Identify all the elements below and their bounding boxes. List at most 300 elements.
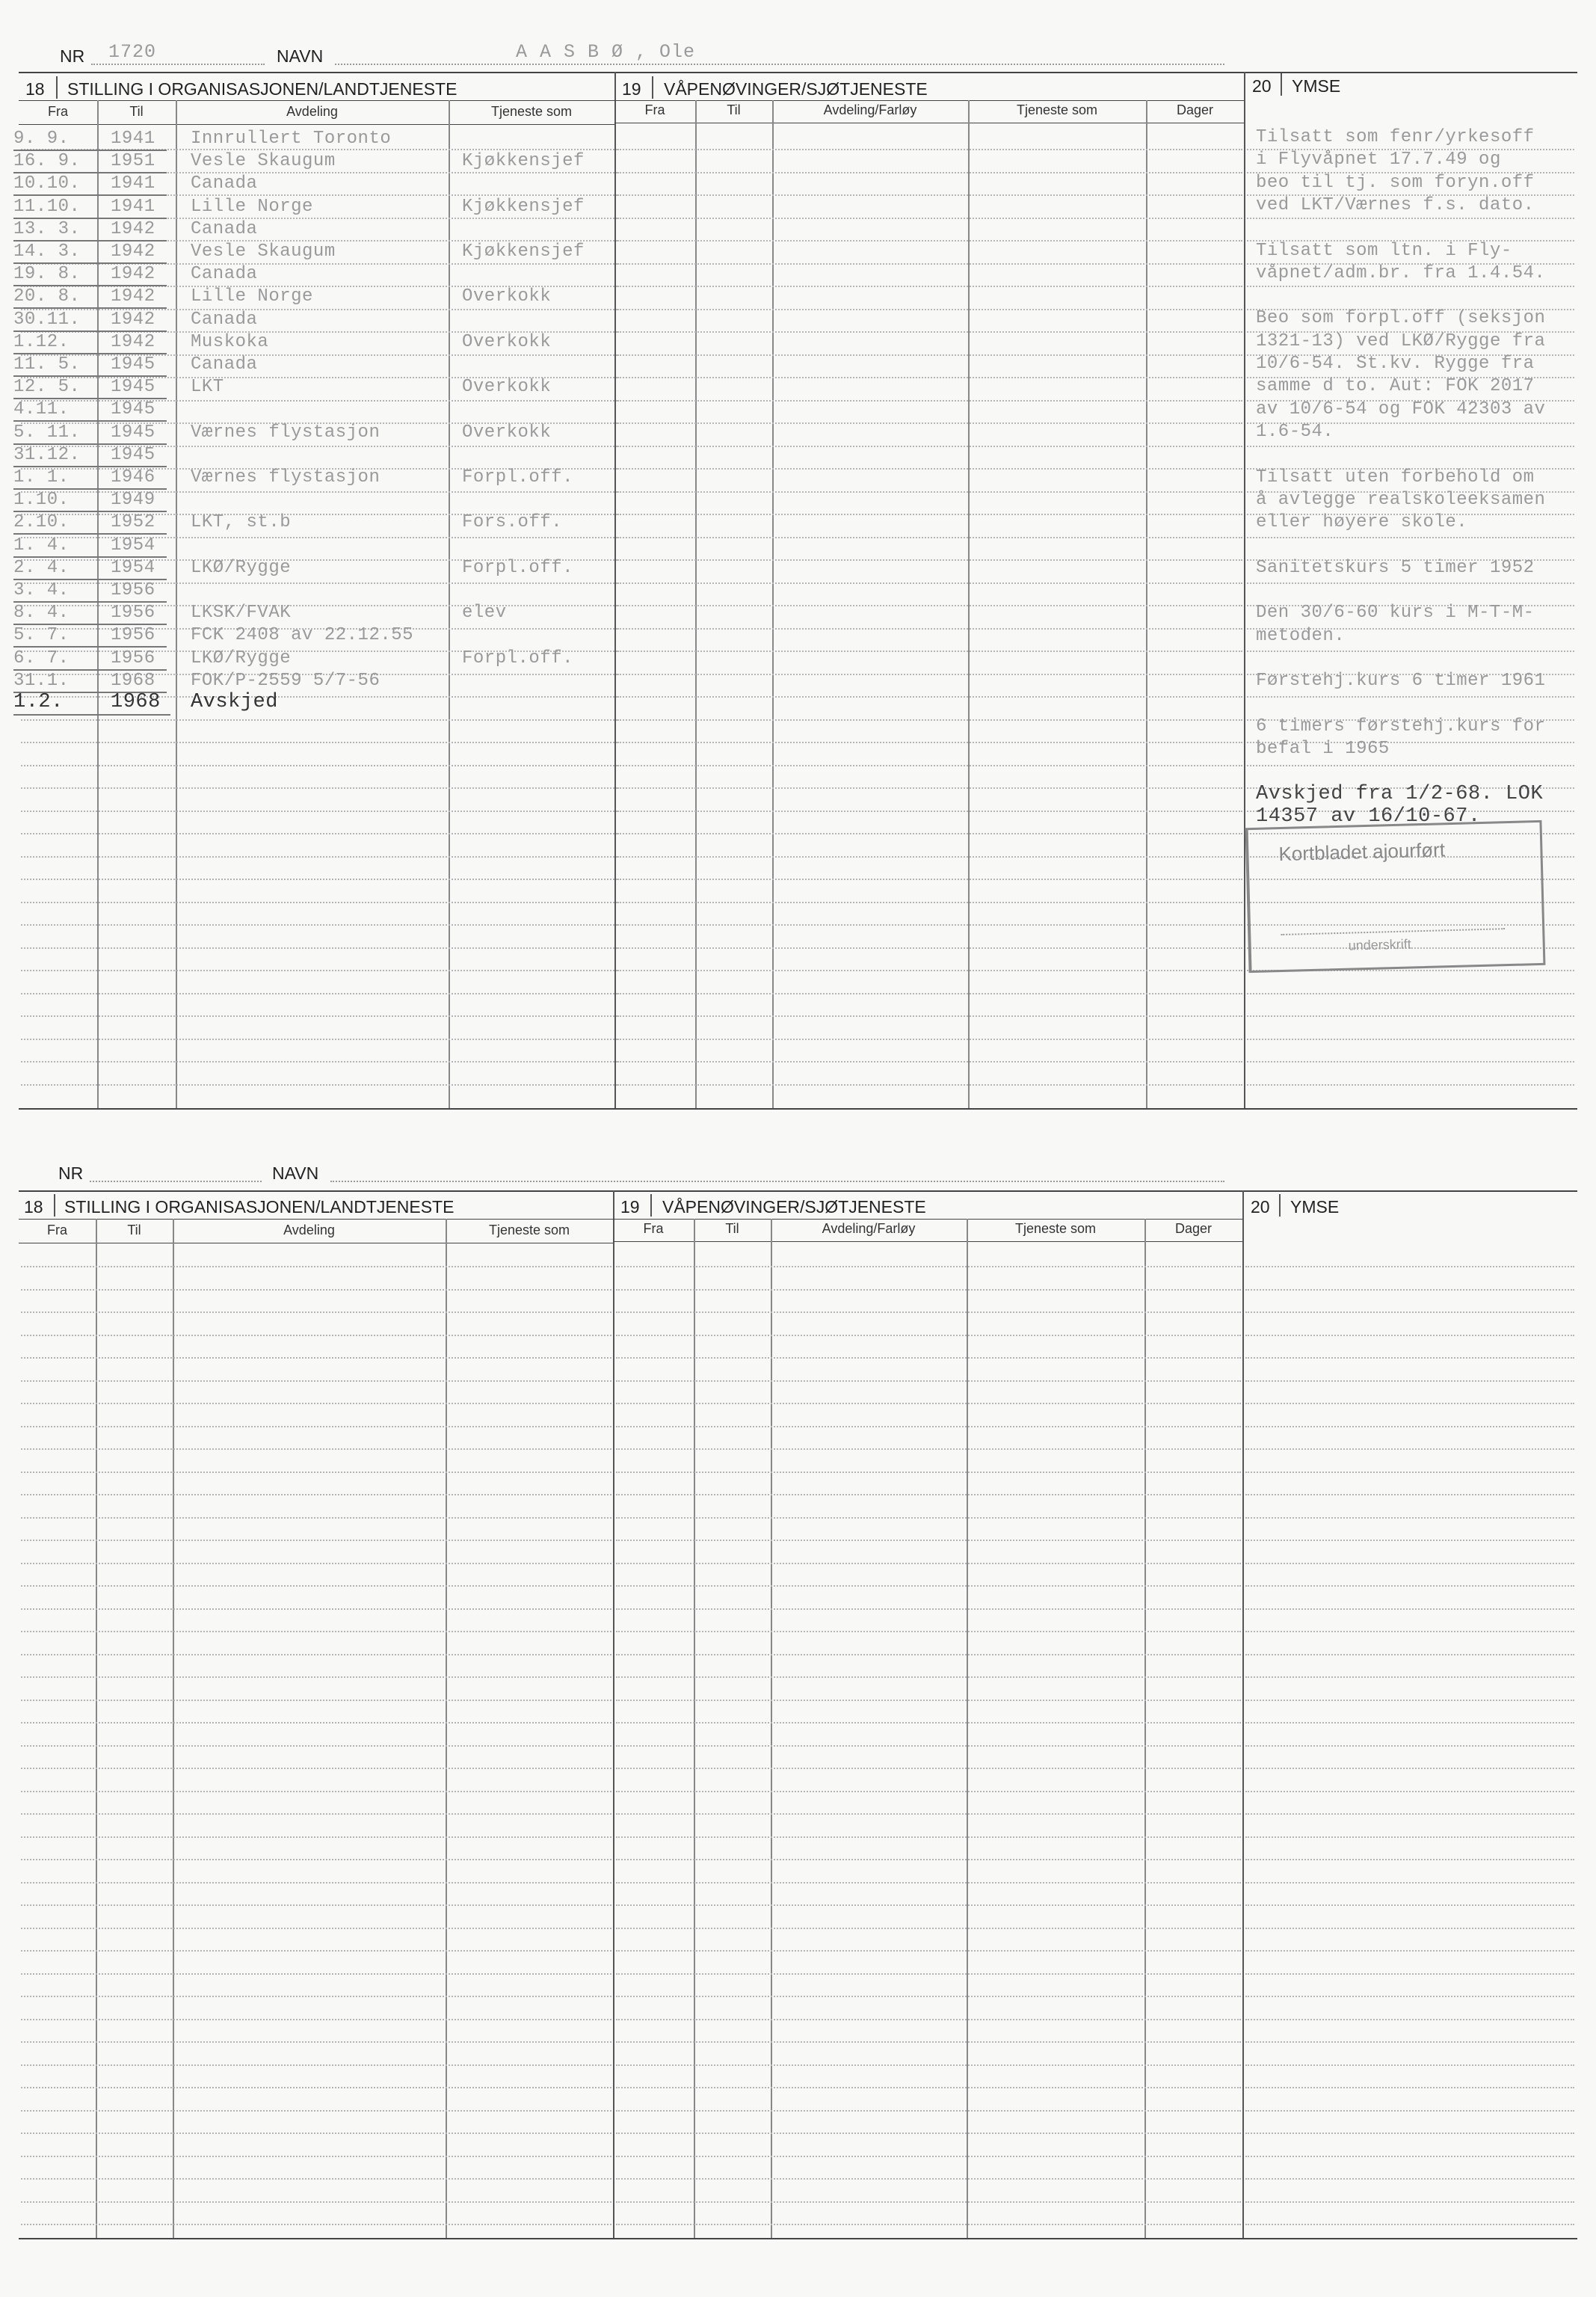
row-line <box>617 309 1242 310</box>
entry-avdeling: Værnes flystasjon <box>191 467 380 488</box>
row-line <box>1245 1904 1574 1906</box>
bottom-rule <box>19 2238 1577 2239</box>
ymse-line: Sanitetskurs 5 timer 1952 <box>1256 557 1535 578</box>
row-line <box>1245 1676 1574 1678</box>
row-line <box>1247 537 1574 538</box>
row-line <box>616 1472 1241 1473</box>
col-tjeneste-19: Tjeneste som <box>1016 102 1098 117</box>
entry-til: 1968 <box>111 670 155 691</box>
row-line <box>1245 2041 1574 2043</box>
row-line <box>616 1448 1241 1450</box>
row-line <box>21 811 617 812</box>
section-18-title: STILLING I ORGANISASJONEN/LANDTJENESTE <box>64 1197 455 1217</box>
col-sep-19-b <box>772 100 774 1108</box>
row-line <box>21 1585 611 1587</box>
row-line <box>21 1928 611 1929</box>
row-line <box>617 263 1242 265</box>
nr-label: NR <box>58 1163 84 1183</box>
row-line <box>616 1380 1241 1382</box>
col-fra-19: Fra <box>643 1221 664 1236</box>
row-line <box>21 1472 611 1473</box>
row-line <box>616 1813 1241 1815</box>
row-line <box>617 787 1242 789</box>
entry-fra: 14. 3. <box>13 242 81 262</box>
row-line <box>1247 1061 1574 1063</box>
ymse-line: metoden. <box>1256 625 1346 646</box>
row-line <box>21 2201 611 2203</box>
entry-fra: 1.2. <box>13 691 64 713</box>
row-line <box>21 1039 617 1040</box>
row-line <box>617 218 1242 219</box>
entry-til: 1949 <box>111 490 155 511</box>
row-line <box>617 400 1242 402</box>
entry-fra: 11. 5. <box>13 354 81 375</box>
navn-label: NAVN <box>277 46 324 66</box>
row-line <box>617 879 1242 880</box>
row-line <box>616 2133 1241 2134</box>
entry-tjeneste: Forpl.off. <box>462 648 574 668</box>
record-card-2 <box>0 1140 1596 2284</box>
row-line <box>616 1357 1241 1359</box>
row-line <box>1245 1836 1574 1838</box>
section-20-box <box>1279 1194 1281 1217</box>
row-line <box>21 1722 611 1723</box>
row-line <box>21 1973 611 1975</box>
row-line <box>617 194 1242 196</box>
entry-til: 1954 <box>111 557 155 578</box>
ymse-line: Førstehj.kurs 6 timer 1961 <box>1256 671 1546 692</box>
col-sep-19-a <box>694 1219 695 2238</box>
row-line <box>1245 2087 1574 2088</box>
row-line <box>616 1654 1241 1655</box>
row-line <box>21 1061 617 1063</box>
row-line <box>617 422 1242 424</box>
entry-til: 1942 <box>111 309 155 330</box>
col-tjeneste-18: Tjeneste som <box>490 104 573 119</box>
row-line <box>617 742 1242 743</box>
entry-til: 1954 <box>111 535 155 556</box>
entry-til: 1946 <box>111 467 155 488</box>
row-line <box>616 1928 1241 1929</box>
row-line <box>21 1836 611 1838</box>
entry-avdeling: LKT, st.b <box>191 512 292 533</box>
row-line <box>616 1312 1241 1313</box>
row-line <box>21 902 617 903</box>
row-line <box>1247 765 1574 766</box>
row-line <box>21 1768 611 1769</box>
col-sep-19-c <box>967 1219 968 2238</box>
row-line <box>21 719 617 721</box>
row-line <box>616 2224 1241 2225</box>
row-line <box>21 1791 611 1792</box>
entry-til: 1945 <box>111 444 155 465</box>
row-line <box>1245 1517 1574 1519</box>
row-line <box>616 1882 1241 1884</box>
entry-fra: 5. 7. <box>13 625 70 646</box>
entry-tjeneste: Forpl.off. <box>462 557 574 578</box>
entry-avdeling: Canada <box>191 173 258 194</box>
col-avdeling-farloy-19: Avdeling/Farløy <box>823 102 917 117</box>
col-tjeneste-18: Tjeneste som <box>488 1223 570 1237</box>
row-line <box>617 1015 1242 1017</box>
row-line <box>21 2041 611 2043</box>
col-sep-18-c <box>449 100 450 1108</box>
entry-avdeling: Canada <box>191 354 258 375</box>
row-line <box>1247 446 1574 447</box>
col-avdeling-farloy-19: Avdeling/Farløy <box>822 1221 916 1236</box>
entry-fra: 30.11. <box>13 309 81 330</box>
ymse-line: Tilsatt uten forbehold om <box>1256 467 1535 488</box>
sec19-heading-rule <box>614 100 1244 101</box>
entry-til: 1968 <box>111 691 161 713</box>
row-line <box>21 1289 611 1291</box>
divider-19-20 <box>1242 1190 1244 2238</box>
section-19-title: VÅPENØVINGER/SJØTJENESTE <box>662 1197 926 1217</box>
row-line <box>616 1426 1241 1427</box>
sec18-heading-rule <box>19 100 614 101</box>
row-line <box>21 970 617 971</box>
row-line <box>21 2224 611 2225</box>
row-line <box>1245 1928 1574 1929</box>
sec18-heading-rule <box>19 1219 613 1220</box>
col-til-19: Til <box>727 102 741 117</box>
entry-avdeling: Canada <box>191 264 258 285</box>
row-line <box>21 2156 611 2157</box>
row-line <box>21 1380 611 1382</box>
entry-til: 1942 <box>111 331 155 352</box>
row-line <box>616 1266 1241 1267</box>
row-line <box>1245 1700 1574 1701</box>
entry-fra: 9. 9. <box>13 129 70 149</box>
row-line <box>616 1745 1241 1747</box>
row-line <box>21 2087 611 2088</box>
row-line <box>1245 1996 1574 1997</box>
row-line <box>1245 1745 1574 1747</box>
section-20-title: YMSE <box>1290 1197 1340 1217</box>
row-line <box>21 1654 611 1655</box>
row-line <box>617 696 1242 698</box>
row-line <box>21 2110 611 2112</box>
row-line <box>1245 2019 1574 2020</box>
section-20-box <box>1281 73 1282 96</box>
ymse-line: av 10/6-54 og FOK 42303 av <box>1256 399 1546 419</box>
entry-fra: 4.11. <box>13 399 70 420</box>
entry-tjeneste: Overkokk <box>462 377 552 398</box>
entry-tjeneste: Overkokk <box>462 286 552 307</box>
section-19-number: 19 <box>622 79 641 99</box>
entry-fra: 31.12. <box>13 444 81 465</box>
row-line <box>1245 1357 1574 1359</box>
row-line <box>617 970 1242 971</box>
row-line <box>617 354 1242 356</box>
ymse-line: 6 timers førstehj.kurs for <box>1256 716 1546 737</box>
row-line <box>616 2064 1241 2066</box>
row-line <box>1245 1540 1574 1541</box>
row-line <box>1245 1950 1574 1952</box>
row-line <box>617 811 1242 812</box>
row-line <box>21 1676 611 1678</box>
col-sep-18-b <box>176 100 177 1108</box>
entry-til: 1942 <box>111 242 155 262</box>
row-line <box>617 924 1242 926</box>
row-line <box>21 2178 611 2180</box>
row-line <box>1245 1882 1574 1884</box>
row-line <box>1245 2201 1574 2203</box>
row-line <box>21 856 617 858</box>
entry-fra: 31.1. <box>13 670 70 691</box>
row-line <box>617 240 1242 242</box>
col-fra-18: Fra <box>47 1223 67 1237</box>
row-line <box>21 1996 611 1997</box>
entry-til: 1945 <box>111 422 155 443</box>
row-line <box>1245 1266 1574 1267</box>
row-line <box>1247 1015 1574 1017</box>
row-line <box>1245 1289 1574 1291</box>
row-line <box>617 1039 1242 1040</box>
ymse-line: Tilsatt som fenr/yrkesoff <box>1256 127 1535 147</box>
sec18-col-rule <box>19 124 614 125</box>
entry-avdeling: Canada <box>191 309 258 330</box>
row-line <box>617 947 1242 949</box>
ymse-line: ved LKT/Værnes f.s. dato. <box>1256 194 1535 215</box>
section-19-box <box>650 1194 652 1217</box>
col-sep-18-a <box>96 1219 97 2238</box>
row-line <box>21 2064 611 2066</box>
row-line <box>1245 1608 1574 1610</box>
row-line <box>1245 1448 1574 1450</box>
row-line <box>1245 1312 1574 1313</box>
row-line <box>616 1631 1241 1632</box>
entry-avdeling: Lille Norge <box>191 196 313 217</box>
row-line <box>616 1836 1241 1838</box>
entry-avdeling: Avskjed <box>191 691 278 713</box>
col-avdeling-18: Avdeling <box>286 104 338 119</box>
bottom-rule <box>19 1108 1577 1110</box>
divider-18-19 <box>613 1190 614 2238</box>
section-20-title: YMSE <box>1292 76 1341 96</box>
row-line <box>21 1266 611 1267</box>
section-18-number: 18 <box>25 79 45 99</box>
top-rule <box>19 72 1577 73</box>
row-line <box>21 1950 611 1952</box>
row-line <box>616 2087 1241 2088</box>
row-line <box>1245 1973 1574 1975</box>
row-line <box>617 651 1242 652</box>
row-line <box>21 1563 611 1564</box>
row-line <box>616 2201 1241 2203</box>
row-line <box>1245 1335 1574 1336</box>
col-sep-19-c <box>968 100 970 1108</box>
entry-til: 1942 <box>111 218 155 239</box>
row-line <box>616 1608 1241 1610</box>
navn-label: NAVN <box>272 1163 319 1183</box>
row-line <box>21 1745 611 1747</box>
entry-avdeling: Canada <box>191 218 258 239</box>
entry-til: 1951 <box>111 151 155 172</box>
row-line <box>21 879 617 880</box>
row-line <box>617 719 1242 721</box>
col-sep-18-b <box>173 1219 174 2238</box>
row-line <box>21 1015 617 1017</box>
row-line <box>21 765 617 766</box>
row-line <box>21 1335 611 1336</box>
row-line <box>617 1084 1242 1086</box>
row-line <box>616 1494 1241 1495</box>
row-line <box>21 1882 611 1884</box>
entry-til: 1945 <box>111 399 155 420</box>
col-til-18: Til <box>129 104 144 119</box>
row-line <box>21 787 617 789</box>
col-sep-19-d <box>1146 100 1147 1108</box>
section-20-number: 20 <box>1251 1197 1270 1217</box>
row-line <box>1245 2133 1574 2134</box>
stamp-subtext: underskrift <box>1348 936 1411 953</box>
entry-tjeneste: Overkokk <box>462 422 552 443</box>
row-line <box>616 2019 1241 2020</box>
row-line <box>1245 2156 1574 2157</box>
row-line <box>617 765 1242 766</box>
row-line <box>617 446 1242 447</box>
row-line <box>616 1996 1241 1997</box>
ymse-line: befal i 1965 <box>1256 739 1390 760</box>
row-line <box>617 582 1242 584</box>
row-line <box>1247 696 1574 698</box>
row-line <box>616 2110 1241 2112</box>
row-line <box>1247 1084 1574 1086</box>
entry-avdeling: LKØ/Rygge <box>191 648 292 668</box>
col-sep-19-d <box>1144 1219 1146 2238</box>
entry-til: 1941 <box>111 196 155 217</box>
entry-underline <box>13 714 170 716</box>
row-line <box>21 1904 611 1906</box>
entry-tjeneste: elev <box>462 603 507 624</box>
entry-tjeneste: Kjøkkensjef <box>462 196 585 217</box>
col-sep-18-a <box>97 100 99 1108</box>
entry-avdeling: Innrullert Toronto <box>191 129 392 149</box>
row-line <box>1245 1494 1574 1495</box>
row-line <box>617 605 1242 606</box>
row-line <box>21 1608 611 1610</box>
entry-avdeling: LKT <box>191 377 224 398</box>
row-line <box>21 1859 611 1860</box>
row-line <box>616 1676 1241 1678</box>
row-line <box>616 1403 1241 1404</box>
row-line <box>616 1904 1241 1906</box>
row-line <box>1245 1631 1574 1632</box>
entry-avdeling: Lille Norge <box>191 286 313 307</box>
entry-til: 1945 <box>111 377 155 398</box>
ymse-line: Den 30/6-60 kurs i M-T-M- <box>1256 603 1535 624</box>
ymse-line: våpnet/adm.br. fra 1.4.54. <box>1256 262 1546 283</box>
ymse-line: 10/6-54. St.kv. Rygge fra <box>1256 354 1535 374</box>
row-line <box>21 1494 611 1495</box>
entry-fra: 8. 4. <box>13 603 70 624</box>
row-line <box>617 149 1242 150</box>
ymse-line: å avlegge realskoleeksamen <box>1256 489 1546 510</box>
row-line <box>21 833 617 834</box>
section-20-number: 20 <box>1252 76 1272 96</box>
row-line <box>1247 218 1574 219</box>
nr-label: NR <box>60 46 85 66</box>
row-line <box>21 1312 611 1313</box>
row-line <box>1245 1768 1574 1769</box>
row-line <box>1245 1722 1574 1723</box>
entry-fra: 2. 4. <box>13 557 70 578</box>
row-line <box>617 559 1242 561</box>
section-18-box <box>56 76 58 99</box>
row-line <box>616 2156 1241 2157</box>
section-18-box <box>54 1194 55 1217</box>
row-line <box>617 833 1242 834</box>
divider-19-20 <box>1244 72 1245 1108</box>
col-sep-19-b <box>771 1219 772 2238</box>
entry-fra: 11.10. <box>13 196 81 217</box>
row-line <box>1247 582 1574 584</box>
entry-avdeling: Muskoka <box>191 331 269 352</box>
ymse-line: i Flyvåpnet 17.7.49 og <box>1256 150 1501 170</box>
entry-fra: 10.10. <box>13 173 81 194</box>
entry-til: 1956 <box>111 648 155 668</box>
row-line <box>616 1859 1241 1860</box>
ymse-line: beo til tj. som foryn.off <box>1256 172 1535 193</box>
ymse-line: 1.6-54. <box>1256 421 1334 442</box>
row-line <box>1245 1585 1574 1587</box>
navn-value: A A S B Ø , Ole <box>516 41 696 63</box>
col-til-19: Til <box>725 1221 739 1236</box>
section-18-number: 18 <box>24 1197 43 1217</box>
divider-18-19 <box>614 72 616 1108</box>
row-line <box>616 2041 1241 2043</box>
entry-til: 1956 <box>111 580 155 600</box>
nr-value: 1720 <box>108 41 157 63</box>
row-line <box>616 1540 1241 1541</box>
row-line <box>1247 1039 1574 1040</box>
row-line <box>21 1448 611 1450</box>
entry-avdeling: FOK/P-2559 5/7-56 <box>191 670 380 691</box>
entry-fra: 6. 7. <box>13 648 70 668</box>
entry-tjeneste: Forpl.off. <box>462 467 574 488</box>
row-line <box>21 947 617 949</box>
row-line <box>21 1700 611 1701</box>
row-line <box>616 1335 1241 1336</box>
entry-fra: 12. 5. <box>13 377 81 398</box>
row-line <box>21 1540 611 1541</box>
row-line <box>616 1700 1241 1701</box>
entry-avdeling: Vesle Skaugum <box>191 242 336 262</box>
row-line <box>616 1289 1241 1291</box>
col-dager-19: Dager <box>1174 1221 1213 1236</box>
entry-fra: 1.10. <box>13 490 70 511</box>
row-line <box>617 628 1242 630</box>
row-line <box>617 674 1242 675</box>
entry-til: 1942 <box>111 264 155 285</box>
entry-fra: 5. 11. <box>13 422 81 443</box>
row-line <box>617 856 1242 858</box>
row-line <box>1245 2224 1574 2225</box>
row-line <box>616 1563 1241 1564</box>
entry-til: 1945 <box>111 354 155 375</box>
section-19-box <box>652 76 653 99</box>
entry-fra: 1. 1. <box>13 467 70 488</box>
entry-til: 1952 <box>111 512 155 533</box>
col-avdeling-18: Avdeling <box>283 1223 335 1237</box>
row-line <box>616 2178 1241 2180</box>
row-line <box>1245 2178 1574 2180</box>
row-line <box>617 491 1242 493</box>
ymse-line: Beo som forpl.off (seksjon <box>1256 308 1546 329</box>
col-dager-19: Dager <box>1176 102 1214 117</box>
entry-avdeling: LKSK/FVAK <box>191 603 292 624</box>
